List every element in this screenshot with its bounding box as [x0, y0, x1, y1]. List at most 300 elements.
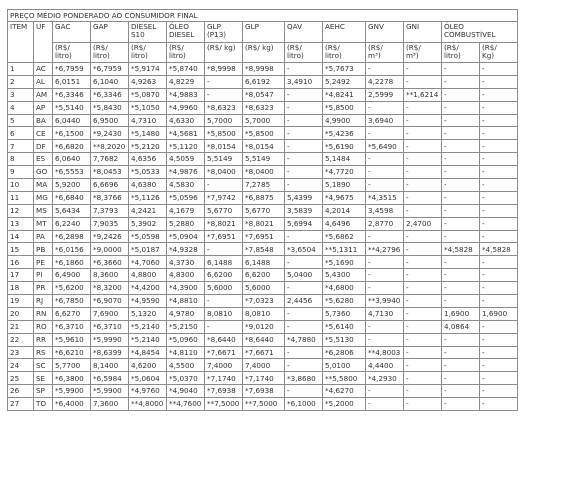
price-cell: 7,9035 [91, 217, 129, 230]
item-cell: 2 [8, 75, 34, 88]
price-cell: 4,2278 [366, 75, 404, 88]
price-cell: *5,6490 [366, 140, 404, 153]
price-cell: - [404, 385, 442, 398]
price-cell: **4,2796 [366, 243, 404, 256]
price-cell: - [480, 179, 518, 192]
price-cell: - [366, 333, 404, 346]
price-cell: - [404, 359, 442, 372]
price-cell: 5,0100 [323, 359, 366, 372]
price-cell: 6,6270 [53, 307, 91, 320]
price-cell: **8,2020 [91, 140, 129, 153]
price-cell: - [285, 127, 323, 140]
unit-label: (R$/ litro) [325, 43, 342, 60]
price-cell: - [366, 282, 404, 295]
price-cell: **5,5800 [323, 372, 366, 385]
price-cell: *6,7959 [91, 63, 129, 76]
price-cell: *8,0154 [205, 140, 243, 153]
price-cell: *5,8430 [91, 101, 129, 114]
price-cell: - [285, 179, 323, 192]
price-cell: 5,6770 [243, 204, 285, 217]
price-cell: - [442, 191, 480, 204]
price-cell: 5,6000 [243, 282, 285, 295]
price-cell: - [404, 114, 442, 127]
unit-header [167, 43, 205, 63]
column-header-label: ITEM [10, 22, 28, 31]
uf-cell: RS [34, 346, 53, 359]
price-cell: *8,8021 [205, 217, 243, 230]
price-cell: 4,9780 [167, 307, 205, 320]
price-cell: *5,0533 [129, 166, 167, 179]
price-cell: *5,9174 [129, 63, 167, 76]
price-cell: *5,4236 [323, 127, 366, 140]
price-cell: *7,6671 [205, 346, 243, 359]
price-cell: *5,2120 [129, 140, 167, 153]
price-cell: *6,8875 [243, 191, 285, 204]
price-cell: - [480, 191, 518, 204]
table-row [8, 320, 518, 333]
price-cell: 6,6192 [243, 75, 285, 88]
column-header-label: GNV [368, 22, 384, 31]
item-cell: 9 [8, 166, 34, 179]
price-cell: *5,1050 [129, 101, 167, 114]
price-cell: - [404, 333, 442, 346]
price-cell: **7,5000 [205, 398, 243, 411]
price-cell: - [480, 63, 518, 76]
price-cell: *5,0596 [167, 191, 205, 204]
price-cell: 6,0151 [53, 75, 91, 88]
price-cell: *9,0000 [91, 243, 129, 256]
price-cell: - [366, 63, 404, 76]
price-cell: - [366, 179, 404, 192]
price-cell: *5,9990 [91, 333, 129, 346]
price-cell: *7,0323 [243, 295, 285, 308]
price-cell: - [442, 269, 480, 282]
price-cell: 8,1400 [91, 359, 129, 372]
price-cell: *9,0120 [243, 320, 285, 333]
price-cell: 6,0640 [53, 153, 91, 166]
price-cell: 6,6200 [205, 269, 243, 282]
price-cell: - [442, 88, 480, 101]
price-cell: 5,1320 [129, 307, 167, 320]
price-cell: - [442, 127, 480, 140]
price-cell: - [480, 333, 518, 346]
price-cell: *6,6820 [53, 140, 91, 153]
price-cell: - [366, 385, 404, 398]
price-cell: *4,9328 [167, 243, 205, 256]
price-cell: - [404, 307, 442, 320]
price-cell: *5,6280 [323, 295, 366, 308]
unit-header [129, 43, 167, 63]
price-cell: *8,6440 [243, 333, 285, 346]
column-header-label: ÓLEO DIESEL [169, 22, 195, 39]
price-cell: - [442, 346, 480, 359]
price-cell: *5,0604 [129, 372, 167, 385]
price-cell: *6,3710 [91, 320, 129, 333]
price-cell: *4,3515 [366, 191, 404, 204]
price-cell: *8,8021 [243, 217, 285, 230]
price-cell: **1,6214 [404, 88, 442, 101]
item-cell: 17 [8, 269, 34, 282]
price-cell: *6,3800 [53, 372, 91, 385]
price-cell: - [442, 217, 480, 230]
price-cell: *4,5828 [442, 243, 480, 256]
column-header [442, 22, 518, 43]
price-cell: - [480, 217, 518, 230]
table-row [8, 127, 518, 140]
price-cell: 4,5830 [167, 179, 205, 192]
price-cell: *6,6210 [53, 346, 91, 359]
table-body [8, 63, 518, 411]
price-cell: - [442, 153, 480, 166]
uf-cell: PI [34, 269, 53, 282]
price-cell: 7,3600 [91, 398, 129, 411]
uf-cell: AP [34, 101, 53, 114]
price-cell: - [480, 101, 518, 114]
table-row [8, 88, 518, 101]
price-cell: 5,6434 [53, 204, 91, 217]
table-row [8, 385, 518, 398]
price-cell: **4,7600 [167, 398, 205, 411]
price-cell: - [442, 295, 480, 308]
unit-header [442, 43, 480, 63]
price-cell: *5,6140 [323, 320, 366, 333]
price-cell: - [480, 75, 518, 88]
price-cell: 7,7682 [91, 153, 129, 166]
table-row [8, 359, 518, 372]
item-cell: 20 [8, 307, 34, 320]
price-cell: - [480, 153, 518, 166]
price-cell: - [404, 101, 442, 114]
price-cell: *6,2898 [53, 230, 91, 243]
price-cell: - [285, 307, 323, 320]
price-cell: 2,4456 [285, 295, 323, 308]
item-cell: 14 [8, 230, 34, 243]
price-table [7, 9, 518, 411]
price-cell: *8,6323 [205, 101, 243, 114]
price-cell: 4,6330 [167, 114, 205, 127]
price-cell: - [404, 204, 442, 217]
price-cell: - [404, 140, 442, 153]
table-row [8, 63, 518, 76]
unit-label: (R$/ litro) [55, 43, 72, 60]
table-row [8, 256, 518, 269]
price-cell: - [442, 140, 480, 153]
price-cell: 5,0400 [285, 269, 323, 282]
price-cell: *7,1740 [243, 372, 285, 385]
price-cell: *4,5828 [480, 243, 518, 256]
price-cell: *4,6800 [323, 282, 366, 295]
price-cell: 4,2421 [129, 204, 167, 217]
table-row [8, 269, 518, 282]
price-cell: - [205, 75, 243, 88]
price-cell: 4,3730 [167, 256, 205, 269]
price-cell: - [285, 166, 323, 179]
unit-label: (R$/ kg) [207, 43, 236, 52]
price-cell: *5,0598 [129, 230, 167, 243]
price-cell: *8,6323 [243, 101, 285, 114]
price-cell: *5,0370 [167, 372, 205, 385]
table-row [8, 153, 518, 166]
price-cell: 2,5999 [366, 88, 404, 101]
price-cell: - [285, 153, 323, 166]
price-cell: 4,0864 [442, 320, 480, 333]
uf-cell: MA [34, 179, 53, 192]
price-cell: - [442, 204, 480, 217]
price-cell: 2,8770 [366, 217, 404, 230]
price-cell: - [404, 256, 442, 269]
price-cell: - [285, 101, 323, 114]
table-row [8, 243, 518, 256]
price-cell: *5,6862 [323, 230, 366, 243]
price-cell: 4,5500 [167, 359, 205, 372]
price-cell: *5,7673 [323, 63, 366, 76]
price-cell: - [285, 385, 323, 398]
item-cell: 8 [8, 153, 34, 166]
price-cell: - [366, 230, 404, 243]
price-cell: 5,5149 [243, 153, 285, 166]
price-cell: *6,7959 [53, 63, 91, 76]
price-cell: 4,2014 [323, 204, 366, 217]
price-cell: - [442, 372, 480, 385]
price-cell: *6,3660 [91, 256, 129, 269]
table-title-row [8, 10, 518, 22]
item-cell: 23 [8, 346, 34, 359]
price-cell: *4,9960 [167, 101, 205, 114]
price-cell: *9,2430 [91, 127, 129, 140]
column-header-label: DIESEL S10 [131, 22, 157, 39]
unit-label: (R$/ m³) [406, 43, 421, 60]
price-cell: - [480, 256, 518, 269]
item-cell: 13 [8, 217, 34, 230]
price-cell: 7,4000 [243, 359, 285, 372]
uf-cell: PB [34, 243, 53, 256]
price-cell: - [205, 243, 243, 256]
price-cell: *5,6190 [323, 140, 366, 153]
uf-cell: MG [34, 191, 53, 204]
price-cell: *3,6504 [285, 243, 323, 256]
price-cell: *5,2140 [129, 320, 167, 333]
uf-cell: RO [34, 320, 53, 333]
price-cell: - [404, 243, 442, 256]
price-cell: 5,6770 [205, 204, 243, 217]
price-cell: - [480, 398, 518, 411]
price-cell: - [285, 140, 323, 153]
price-cell: 4,4400 [366, 359, 404, 372]
unit-label: (R$/ litro) [287, 43, 304, 60]
price-cell: - [366, 320, 404, 333]
column-header [243, 22, 285, 43]
price-cell: 6,1488 [205, 256, 243, 269]
table-row [8, 307, 518, 320]
item-cell: 19 [8, 295, 34, 308]
price-cell: 5,7360 [323, 307, 366, 320]
price-cell: *8,0400 [243, 166, 285, 179]
price-cell: *5,1126 [129, 191, 167, 204]
price-cell: 1,6900 [480, 307, 518, 320]
item-cell: 18 [8, 282, 34, 295]
price-cell: *6,3710 [53, 320, 91, 333]
unit-label: (R$/ litro) [131, 43, 148, 60]
table-row [8, 372, 518, 385]
price-cell: - [442, 359, 480, 372]
price-cell: *7,9742 [205, 191, 243, 204]
item-cell: 7 [8, 140, 34, 153]
price-cell: *7,6951 [243, 230, 285, 243]
unit-header [91, 43, 129, 63]
price-cell: 7,6900 [91, 307, 129, 320]
price-cell: - [366, 153, 404, 166]
price-cell: *8,0453 [91, 166, 129, 179]
price-cell: *5,5130 [323, 333, 366, 346]
price-cell: - [480, 204, 518, 217]
unit-header [366, 43, 404, 63]
column-header-label: GNI [406, 22, 420, 31]
price-cell: - [205, 88, 243, 101]
price-cell: *5,1690 [323, 256, 366, 269]
price-cell: *5,0870 [129, 88, 167, 101]
price-cell: 5,7000 [243, 114, 285, 127]
price-cell: - [285, 230, 323, 243]
price-cell: - [480, 359, 518, 372]
uf-cell: CE [34, 127, 53, 140]
price-cell: - [480, 282, 518, 295]
price-cell: *6,1860 [53, 256, 91, 269]
price-cell: - [285, 320, 323, 333]
price-cell: - [285, 346, 323, 359]
price-cell: 7,3793 [91, 204, 129, 217]
uf-cell: SP [34, 385, 53, 398]
column-header [404, 22, 442, 43]
price-cell: *3,8680 [285, 372, 323, 385]
item-cell: 3 [8, 88, 34, 101]
price-cell: **4,8000 [129, 398, 167, 411]
price-cell: *5,8500 [243, 127, 285, 140]
price-cell: - [366, 269, 404, 282]
price-cell: *7,6938 [205, 385, 243, 398]
price-cell: *4,7720 [323, 166, 366, 179]
price-cell: - [442, 230, 480, 243]
item-cell: 27 [8, 398, 34, 411]
price-cell: *5,9900 [91, 385, 129, 398]
uf-cell: DF [34, 140, 53, 153]
unit-header-row [8, 43, 518, 63]
price-cell: 5,4300 [323, 269, 366, 282]
price-cell: *8,0547 [243, 88, 285, 101]
price-cell: *4,8241 [323, 88, 366, 101]
table-row [8, 166, 518, 179]
item-cell: 11 [8, 191, 34, 204]
price-cell: 6,0440 [53, 114, 91, 127]
price-cell: 6,1040 [91, 75, 129, 88]
table-row [8, 398, 518, 411]
price-cell: 6,2240 [53, 217, 91, 230]
price-cell: 5,2492 [323, 75, 366, 88]
price-cell: *5,8500 [205, 127, 243, 140]
table-row [8, 204, 518, 217]
price-cell: 4,9263 [129, 75, 167, 88]
price-cell: 3,6940 [366, 114, 404, 127]
price-cell: *6,7850 [53, 295, 91, 308]
unit-header [285, 43, 323, 63]
price-cell: *8,3200 [91, 282, 129, 295]
price-cell: - [404, 127, 442, 140]
price-cell: *8,6399 [91, 346, 129, 359]
price-cell: 6,6696 [91, 179, 129, 192]
price-cell: *4,9040 [167, 385, 205, 398]
item-cell: 16 [8, 256, 34, 269]
price-cell: 2,4700 [404, 217, 442, 230]
price-cell: *5,9610 [53, 333, 91, 346]
price-cell: 4,7130 [366, 307, 404, 320]
uf-cell: MT [34, 217, 53, 230]
item-cell: 1 [8, 63, 34, 76]
table-row [8, 179, 518, 192]
price-cell: *5,1120 [167, 140, 205, 153]
item-cell: 22 [8, 333, 34, 346]
table-row [8, 346, 518, 359]
price-cell: **7,5000 [243, 398, 285, 411]
column-header [285, 22, 323, 43]
table-row [8, 75, 518, 88]
price-cell: - [404, 191, 442, 204]
unit-label: (R$/ Kg) [482, 43, 497, 60]
item-cell: 4 [8, 101, 34, 114]
unit-label: (R$/ litro) [169, 43, 186, 60]
price-cell: - [404, 63, 442, 76]
price-cell: - [404, 75, 442, 88]
price-cell: *6,3346 [91, 88, 129, 101]
price-cell: 4,8300 [167, 269, 205, 282]
price-cell: 5,3902 [129, 217, 167, 230]
price-cell: - [480, 295, 518, 308]
unit-header [53, 43, 91, 63]
price-cell: *4,9675 [323, 191, 366, 204]
price-cell: *7,6938 [243, 385, 285, 398]
table-row [8, 191, 518, 204]
price-cell: - [366, 256, 404, 269]
column-header [53, 22, 91, 43]
price-cell: *5,0960 [167, 333, 205, 346]
unit-label: (R$/ m³) [368, 43, 383, 60]
price-cell: - [480, 372, 518, 385]
uf-cell: AL [34, 75, 53, 88]
price-cell: *9,2426 [91, 230, 129, 243]
price-cell: **5,1311 [323, 243, 366, 256]
price-cell: 3,4598 [366, 204, 404, 217]
price-cell: 5,6000 [205, 282, 243, 295]
price-cell: *5,6200 [53, 282, 91, 295]
price-cell: *6,3346 [53, 88, 91, 101]
price-cell: - [442, 114, 480, 127]
price-cell: *6,6840 [53, 191, 91, 204]
price-cell: *7,8548 [243, 243, 285, 256]
price-cell: - [480, 346, 518, 359]
price-cell: *6,9070 [91, 295, 129, 308]
table-row [8, 114, 518, 127]
price-cell: *6,5984 [91, 372, 129, 385]
table-title: PREÇO MÉDIO PONDERADO AO CONSUMIDOR FINAL [8, 10, 518, 22]
price-cell: 6,6200 [243, 269, 285, 282]
price-cell: *6,2806 [323, 346, 366, 359]
price-cell: 4,6200 [129, 359, 167, 372]
price-cell: *8,0154 [243, 140, 285, 153]
price-cell: 5,6994 [285, 217, 323, 230]
column-header [366, 22, 404, 43]
price-cell: *4,6270 [323, 385, 366, 398]
price-cell: - [366, 166, 404, 179]
price-cell: *5,8740 [167, 63, 205, 76]
price-cell: *7,1740 [205, 372, 243, 385]
